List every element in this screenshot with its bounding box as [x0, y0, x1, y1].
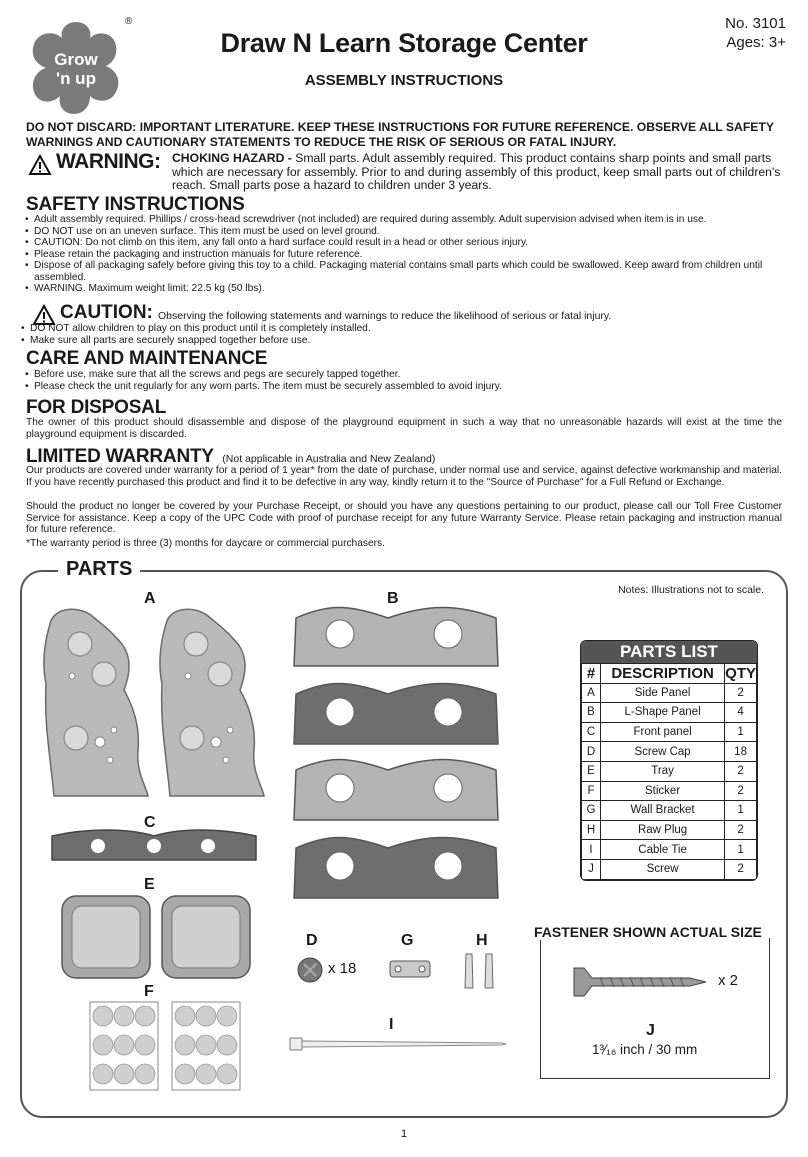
list-item: • Dispose of all packaging safely before giving this toy to a child. Packaging material contains small parts which could be swallowed. Keep award from children until assembled. — [22, 260, 782, 283]
part-description: Side Panel — [601, 683, 725, 703]
part-letter: A — [582, 683, 601, 703]
care-heading: CARE AND MAINTENANCE — [26, 348, 268, 369]
side-panel-illustration — [40, 604, 268, 802]
part-label-b: B — [387, 590, 399, 607]
warning-word: WARNING: — [56, 150, 161, 173]
warranty-paragraph-3: *The warranty period is three (3) months for daycare or commercial purchasers. — [26, 538, 385, 549]
table-row — [582, 820, 757, 840]
part-label-h: H — [476, 932, 488, 949]
list-item: • Make sure all parts are securely snapped together before use. — [18, 335, 778, 347]
part-letter: F — [582, 781, 601, 801]
list-item: • Please check the unit regularly for any worn parts. The item must be securely assembled to avoid injury. — [22, 381, 782, 393]
safety-heading: SAFETY INSTRUCTIONS — [26, 194, 245, 215]
part-label-d: D — [306, 932, 318, 949]
disposal-text: The owner of this product should disassemble and dispose of the playground equipment in such a way that no unreasonable hazards will exist at the time the playground equipment is discarded. — [26, 417, 782, 440]
list-item: • Adult assembly required. Phillips / cross-head screwdriver (not included) are required during assembly. Adult supervision advised when item is in use. — [22, 214, 782, 226]
list-item: • CAUTION: Do not climb on this item, any fall onto a hard surface could result in a head or other serious injury. — [22, 237, 782, 249]
warning-body: Small parts. Adult assembly required. This product contains sharp points and small parts which are necessary for assembly. Prior to and during assembly of this product, keep small parts out of children's reach. Small parts pose a hazard to children under 3 years. — [172, 151, 781, 192]
logo-text-1: Grow — [54, 50, 98, 69]
parts-note: Notes: Illustrations not to scale. — [618, 584, 764, 596]
fastener-box — [540, 938, 770, 1079]
part-quantity: 18 — [725, 742, 757, 762]
document-title: Draw N Learn Storage Center — [220, 28, 588, 58]
part-description: Raw Plug — [601, 820, 725, 840]
part-label-g: G — [401, 932, 414, 949]
part-letter: D — [582, 742, 601, 762]
part-description: Tray — [601, 761, 725, 781]
part-letter: H — [582, 820, 601, 840]
table-row — [582, 781, 757, 801]
safety-list — [22, 214, 782, 295]
part-quantity: 2 — [725, 820, 757, 840]
part-description: Screw Cap — [601, 742, 725, 762]
fastener-size: 1³⁄₁₆ inch / 30 mm — [592, 1042, 698, 1057]
table-row — [582, 742, 757, 762]
caution-list — [18, 323, 778, 346]
part-label-j: J — [646, 1022, 655, 1039]
part-quantity: 2 — [725, 859, 757, 879]
model-info — [725, 14, 786, 52]
part-description: Cable Tie — [601, 840, 725, 860]
column-header: DESCRIPTION — [601, 664, 725, 684]
table-row — [582, 801, 757, 821]
part-label-f: F — [144, 983, 154, 1000]
part-description: Wall Bracket — [601, 801, 725, 821]
sticker-illustration — [88, 1000, 244, 1092]
part-quantity: 1 — [725, 840, 757, 860]
warranty-paragraph-2: Should the product no longer be covered by your Purchase Receipt, or should you have any questions pertaining to our product, please call our Toll Free Customer Service for assistance. Keep a copy of the UPC Code with proof of purchase receipt for any future Warranty Service. Please retain packaging and instruction manual for future reference. — [26, 501, 782, 536]
part-quantity: 1 — [725, 722, 757, 742]
page-number: 1 — [400, 1128, 408, 1140]
part-letter: B — [582, 703, 601, 723]
list-item: • WARNING. Maximum weight limit: 22.5 kg (50 lbs). — [22, 283, 782, 295]
part-letter: I — [582, 840, 601, 860]
raw-plug-icon — [458, 950, 500, 992]
parts-heading: PARTS — [58, 558, 140, 581]
wall-bracket-icon — [388, 958, 432, 980]
warranty-heading: LIMITED WARRANTY — [26, 446, 214, 467]
part-letter: J — [582, 859, 601, 879]
front-panel-illustration — [48, 826, 260, 866]
warning-triangle-icon — [28, 154, 52, 176]
table-row — [582, 840, 757, 860]
part-description: L-Shape Panel — [601, 703, 725, 723]
parts-list-title: PARTS LIST — [581, 641, 757, 663]
part-letter: C — [582, 722, 601, 742]
list-item: • DO NOT use on an uneven surface. This item must be used on level ground. — [22, 226, 782, 238]
screw-cap-icon — [296, 956, 324, 984]
warning-text — [172, 152, 782, 193]
care-list — [22, 369, 782, 392]
table-row — [582, 859, 757, 879]
part-description: Screw — [601, 859, 725, 879]
tray-illustration — [58, 892, 254, 982]
l-shape-panel-illustration — [288, 604, 506, 906]
table-row — [582, 722, 757, 742]
part-label-i: I — [389, 1016, 394, 1033]
column-header: # — [582, 664, 601, 684]
warranty-note: (Not applicable in Australia and New Zealand) — [222, 453, 436, 465]
age-range: Ages: 3+ — [726, 34, 786, 51]
warranty-paragraph-1: Our products are covered under warranty for a period of 1 year* from the date of purchase, under normal use and service, against defective workmanship and material. If you have recently purchased this product and find it to be defective in any way, kindly return it to the "Source of Purchase" for a Full Refund or Exchange. — [26, 465, 782, 488]
part-quantity: 2 — [725, 761, 757, 781]
model-number: No. 3101 — [725, 15, 786, 32]
list-item: • DO NOT allow children to play on this product until it is completely installed. — [18, 323, 778, 335]
cable-tie-illustration — [288, 1034, 508, 1054]
registered-mark: ® — [125, 16, 133, 27]
part-label-c: C — [144, 814, 156, 831]
screw-cap-quantity: x 18 — [328, 960, 357, 977]
fastener-quantity: x 2 — [718, 972, 739, 989]
part-quantity: 1 — [725, 801, 757, 821]
part-quantity: 2 — [725, 781, 757, 801]
screw-icon — [570, 964, 710, 1000]
warning-lead: CHOKING HAZARD - — [172, 151, 292, 165]
part-letter: G — [582, 801, 601, 821]
list-item: • Please retain the packaging and instruction manuals for future reference. — [22, 249, 782, 261]
part-label-a: A — [144, 590, 156, 607]
parts-list-table — [580, 640, 758, 881]
fastener-title: FASTENER SHOWN ACTUAL SIZE — [530, 924, 766, 940]
part-label-e: E — [144, 876, 155, 893]
important-notice: DO NOT DISCARD: IMPORTANT LITERATURE. KEEP THESE INSTRUCTIONS FOR FUTURE REFERENCE. OBSERVE ALL SAFETY WARNINGS AND CAUTIONARY STATEMENTS TO REDUCE THE RISK OF SERIOUS OR FATAL INJURY. — [26, 120, 774, 149]
logo-text-2: 'n up — [56, 69, 96, 88]
part-quantity: 4 — [725, 703, 757, 723]
table-row — [582, 703, 757, 723]
part-quantity: 2 — [725, 683, 757, 703]
caution-word: CAUTION: — [60, 302, 153, 323]
document-subtitle: ASSEMBLY INSTRUCTIONS — [304, 72, 504, 89]
table-row — [582, 683, 757, 703]
part-description: Front panel — [601, 722, 725, 742]
parts-list — [581, 663, 757, 880]
list-item: • Before use, make sure that all the screws and pegs are securely tapped together. — [22, 369, 782, 381]
part-description: Sticker — [601, 781, 725, 801]
part-letter: E — [582, 761, 601, 781]
caution-text: Observing the following statements and warnings to reduce the likelihood of serious or fatal injury. — [158, 310, 612, 322]
disposal-heading: FOR DISPOSAL — [26, 397, 167, 418]
table-row — [582, 761, 757, 781]
column-header: QTY — [725, 664, 756, 682]
